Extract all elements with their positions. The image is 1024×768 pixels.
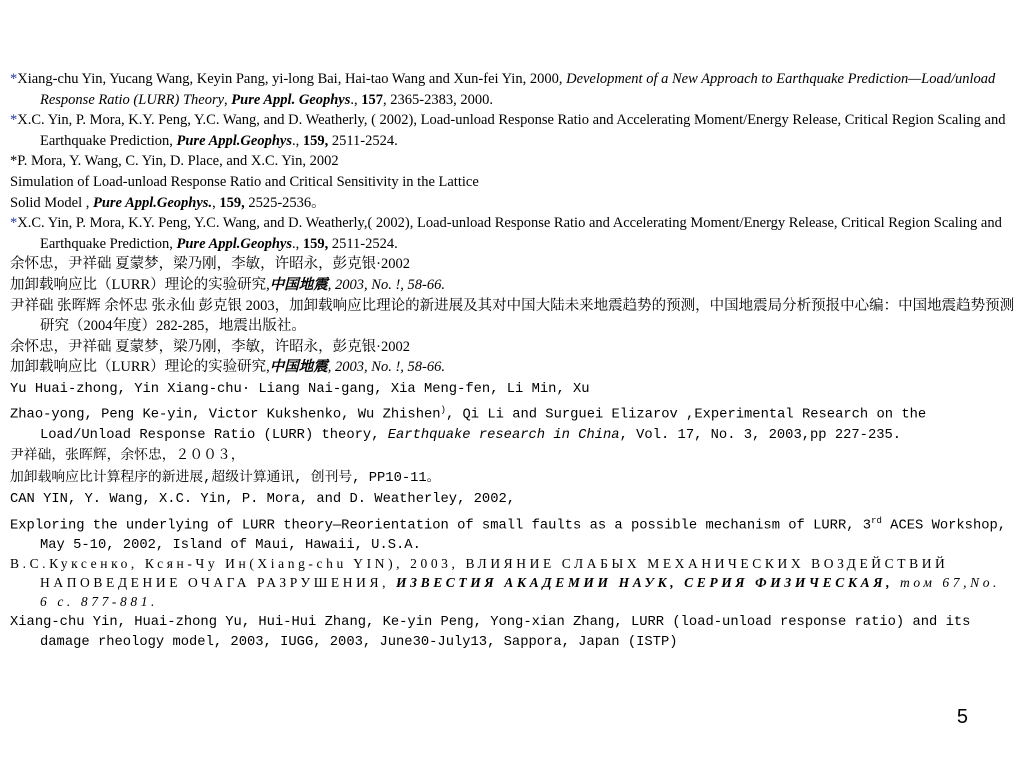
ref-journal: Earthquake research in China <box>387 427 620 443</box>
ref-text: Zhao-yong, Peng Ke-yin, Victor Kukshenko, Wu Zhishen <box>10 408 441 423</box>
reference-yu-authors: Yu Huai-zhong, Yin Xiang-chu· Liang Nai-gang, Xia Meng-fen, Li Min, Xu <box>10 381 590 397</box>
reference-chinese-title-1 <box>10 275 1015 296</box>
ref-pages: 2511-2524. <box>328 132 398 149</box>
reference-can-yin-2002 <box>10 512 1015 556</box>
ref-journal: Pure Appl.Geophys. <box>92 194 213 211</box>
asterisk-marker: * <box>10 215 18 232</box>
ref-text: Exploring the underlying of LURR theory—Reorientation of small faults as a possible mechanism of LURR, 3 <box>10 518 872 534</box>
ref-volume: 159, <box>302 235 329 252</box>
ref-details: , Vol. 17, No. 3, 2003,pp 227-235. <box>619 427 902 443</box>
ref-details: том 67,No. 6 с. 877-881. <box>40 574 1001 609</box>
ref-details: , 2003, No. !, 58-66. <box>327 276 446 293</box>
ref-title: Development of a New Approach to Earthquake Prediction—Load/unload Response Ratio (LURR) Theory <box>40 71 996 108</box>
ref-pages: , 2365-2383, 2000. <box>383 91 493 108</box>
ref-text: 加卸载响应比（LURR）理论的实验研究, <box>10 276 270 293</box>
ref-pages: 2525-2536。 <box>244 194 326 211</box>
ref-text: 加卸载响应比（LURR）理论的实验研究, <box>10 359 270 376</box>
reference-chinese-authors-1: 余怀忠，尹祥础 夏蒙梦，梁乃刚，李敏，许昭永，彭克银·2002 <box>10 256 410 273</box>
reference-yin-2002a <box>10 110 1015 151</box>
reference-can-yin-authors: CAN YIN, Y. Wang, X.C. Yin, P. Mora, and D. Weatherley, 2002, <box>10 492 516 507</box>
reference-kuksenko-2003 <box>10 555 1015 611</box>
ref-text: Solid Model , <box>10 194 93 211</box>
ref-pages: 2511-2524. <box>328 235 398 252</box>
reference-yin-2003-iugg: Xiang-chu Yin, Huai-zhong Yu, Hui-Hui Zhang, Ke-yin Peng, Yong-xian Zhang, LURR (load-unload response ratio) and its damage rheology model, 2003, IUGG, 2003, June30-July13, Sappora, Japan (ISTP) <box>10 615 971 650</box>
ref-comma: , <box>371 427 388 443</box>
ref-volume: 157 <box>361 91 384 108</box>
reference-chinese-title-2 <box>10 357 1015 378</box>
reference-yin-2002b <box>10 213 1015 254</box>
reference-chinese-authors-3: 尹祥础，张晖辉，余怀忠，２００３， <box>10 449 245 464</box>
reference-mora-2002-title: Simulation of Load-unload Response Ratio and Critical Sensitivity in the Lattice <box>10 173 479 190</box>
ref-title: , Qi Li and Surguei Elizarov ,Experimental Research on the Load/Unload Response Ratio (LURR) theory <box>40 408 927 443</box>
ref-punct: ., <box>350 91 362 108</box>
reference-mora-2002-authors: *P. Mora, Y. Wang, C. Yin, D. Place, and X.C. Yin, 2002 <box>10 153 339 170</box>
ref-details: ACES Workshop, May 5-10, 2002, Island of Maui, Hawaii, U.S.A. <box>40 518 1007 553</box>
ref-journal: 中国地震 <box>269 276 328 293</box>
reference-yin-2000 <box>10 69 1015 110</box>
ref-punct: , <box>212 194 220 211</box>
ref-superscript: rd <box>871 515 882 526</box>
ref-volume: 159, <box>302 132 329 149</box>
ref-journal: Pure Appl.Geophys <box>176 235 292 252</box>
ref-separator: , <box>224 91 232 108</box>
ref-journal: Pure Appl.Geophys <box>176 132 292 149</box>
reference-list <box>10 69 1015 652</box>
asterisk-marker: * <box>10 112 18 129</box>
ref-volume: 159, <box>219 194 245 211</box>
reference-chinese-title-3: 加卸载响应比计算程序的新进展,超级计算通讯, 创刊号, PP10-11。 <box>10 470 441 486</box>
reference-chinese-2003: 尹祥础 张晖辉 余怀忠 张永仙 彭克银 2003，加卸载响应比理论的新进展及其对中国大陆未来地震趋势的预测，中国地震局分析预报中心编：中国地震趋势预测研究（2004年度）282-285，地震出版社。 <box>10 297 1015 335</box>
reference-mora-2002-source <box>10 193 1015 214</box>
ref-journal: 中国地震 <box>269 359 328 376</box>
ref-text: В.С.Куксенко, Ксян-Чу Ин(Xiang-chu YIN), 2003, ВЛИЯНИЕ СЛАБЫХ МЕХАНИЧЕСКИХ ВОЗДЕЙСТВИЙ НАПОВЕДЕНИЕ ОЧАГА РАЗРУШЕНИЯ, <box>10 556 949 590</box>
ref-journal: ИЗВЕСТИЯ АКАДЕМИИ НАУК, СЕРИЯ ФИЗИЧЕСКАЯ, <box>396 574 894 590</box>
reference-yu-2003 <box>10 401 1015 445</box>
ref-text: X.C. Yin, P. Mora, K.Y. Peng, Y.C. Wang, and D. Weatherly,( 2002), Load-unload Response Ratio and Accelerating Moment/Energy Release, Critical Region Scaling and Earthquake Prediction, <box>17 215 1002 252</box>
ref-punct: ., <box>291 132 303 149</box>
ref-details: , 2003, No. !, 58-66. <box>327 359 446 376</box>
asterisk-marker: * <box>10 71 18 87</box>
ref-journal: Pure Appl. Geophys <box>231 91 351 108</box>
ref-authors: Xiang-chu Yin, Yucang Wang, Keyin Pang, yi-long Bai, Hai-tao Wang and Xun-fei Yin, 2000, <box>17 71 567 87</box>
ref-text: X.C. Yin, P. Mora, K.Y. Peng, Y.C. Wang, and D. Weatherly, ( 2002), Load-unload Response Ratio and Accelerating Moment/Energy Release, Critical Region Scaling and Earthquake Prediction, <box>17 112 1006 149</box>
page-number: 5 <box>956 706 968 728</box>
ref-punct: ., <box>291 235 303 252</box>
ref-superscript: ) <box>440 405 446 416</box>
reference-chinese-authors-2: 余怀忠，尹祥础 夏蒙梦，梁乃刚，李敏，许昭永，彭克银·2002 <box>10 338 410 355</box>
